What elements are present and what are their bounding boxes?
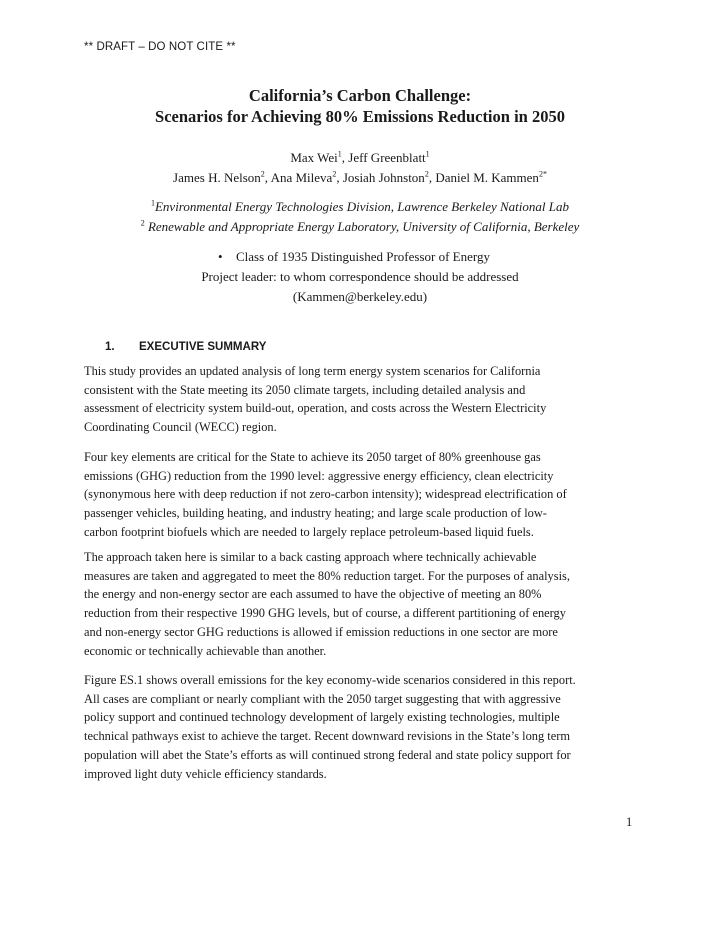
author-separator: , [428,170,436,185]
correspondence-email: (Kammen@berkeley.edu) [292,289,428,304]
text-line: population will abet the State’s efforts as will continued strong federal and state policy support for [84,747,571,762]
section-number: 1. [105,341,115,353]
text-line: reduction from their respective 1990 GHG levels, but of course, a different partitioning of energy [84,606,566,621]
text-line: assessment of electricity system build-out, operation, and costs across the Western Electricity [84,401,547,416]
text-line: technical pathways exist to achieve the target. Recent downward revisions in the State’s long term [84,729,570,744]
author-name: Max Wei [290,150,338,165]
affiliation-text: Environmental Energy Technologies Division, Lawrence Berkeley National Lab [154,199,569,214]
text-line: Four key elements are critical for the State to achieve its 2050 target of 80% greenhouse gas [84,450,541,464]
text-line: Coordinating Council (WECC) region. [84,420,277,435]
paragraph [84,548,644,660]
author-affiliation-marker: 1 [425,149,430,159]
paragraph [84,448,644,542]
author-separator: , [264,170,271,185]
draft-notice: ** DRAFT – DO NOT CITE ** [84,41,236,53]
page-number: 1 [626,815,633,829]
section-heading [105,341,266,353]
author-affiliation-marker: 2 [332,169,337,179]
text-line: The approach taken here is similar to a back casting approach where technically achievable [84,550,537,564]
author-affiliation-marker: 2 [424,169,429,179]
text-line: consistent with the State meeting its 2050 climate targets, including detailed analysis and [84,382,526,397]
author-name: James H. Nelson [173,170,261,185]
author-separator: , [336,170,343,185]
text-line: and non-energy sector GHG reductions is allowed if emission reductions in one sector are more [84,624,558,639]
author-affiliation-marker: 2* [538,169,547,179]
correspondence-title: Class of 1935 Distinguished Professor of Energy [236,249,490,264]
text-line: economic or technically achievable than another. [84,643,327,658]
affiliation-text: Renewable and Appropriate Energy Laboratory, University of California, Berkeley [144,219,580,234]
affiliation-marker: 1 [150,198,155,208]
text-line: carbon footprint biofuels which are needed to largely replace petroleum-based liquid fuels. [84,524,534,539]
author-affiliation-marker: 1 [337,149,342,159]
author-affiliation-marker: 2 [260,169,265,179]
author-name: Jeff Greenblatt [348,150,426,165]
text-line: Figure ES.1 shows overall emissions for the key economy-wide scenarios considered in this report. [84,673,576,687]
authors-line-2 [0,170,720,186]
text-line: (synonymous here with deep reduction if not zero-carbon intensity); widespread electrification of [84,487,567,502]
affiliation-1 [0,199,720,215]
affiliation-marker: 2 [140,218,145,228]
section-title: EXECUTIVE SUMMARY [139,341,267,353]
text-line: improved light duty vehicle efficiency standards. [84,766,327,781]
text-line: This study provides an updated analysis of long term energy system scenarios for California [84,364,541,378]
authors-line-1 [0,150,720,166]
correspondence-note: Project leader: to whom correspondence should be addressed [201,269,519,284]
text-line: the energy and non-energy sector are each assumed to have the objective of meeting an 80% [84,587,542,602]
text-line: passenger vehicles, building heating, and industry heating; and large scale production of low- [84,506,547,521]
text-line: All cases are compliant or nearly compliant with the 2050 target suggesting that with aggressive [84,691,561,706]
text-line: emissions (GHG) reduction from the 1990 level: aggressive energy efficiency, clean electricity [84,468,554,483]
paragraph [84,671,644,783]
author-name: Josiah Johnston [342,170,425,185]
text-line: measures are taken and aggregated to meet the 80% reduction target. For the purposes of analysis, [84,568,570,583]
paper-title-line-2: Scenarios for Achieving 80% Emissions Reduction in 2050 [155,107,565,126]
paragraph [84,362,644,437]
author-name: Daniel M. Kammen [435,170,539,185]
paper-title-line-1: California’s Carbon Challenge: [248,86,472,105]
affiliation-2 [0,219,720,235]
author-name: Ana Mileva [270,170,333,185]
text-line: policy support and continued technology development of largely existing technologies, multiple [84,710,560,725]
author-separator: , [341,150,349,165]
bullet-icon: • [218,249,223,264]
